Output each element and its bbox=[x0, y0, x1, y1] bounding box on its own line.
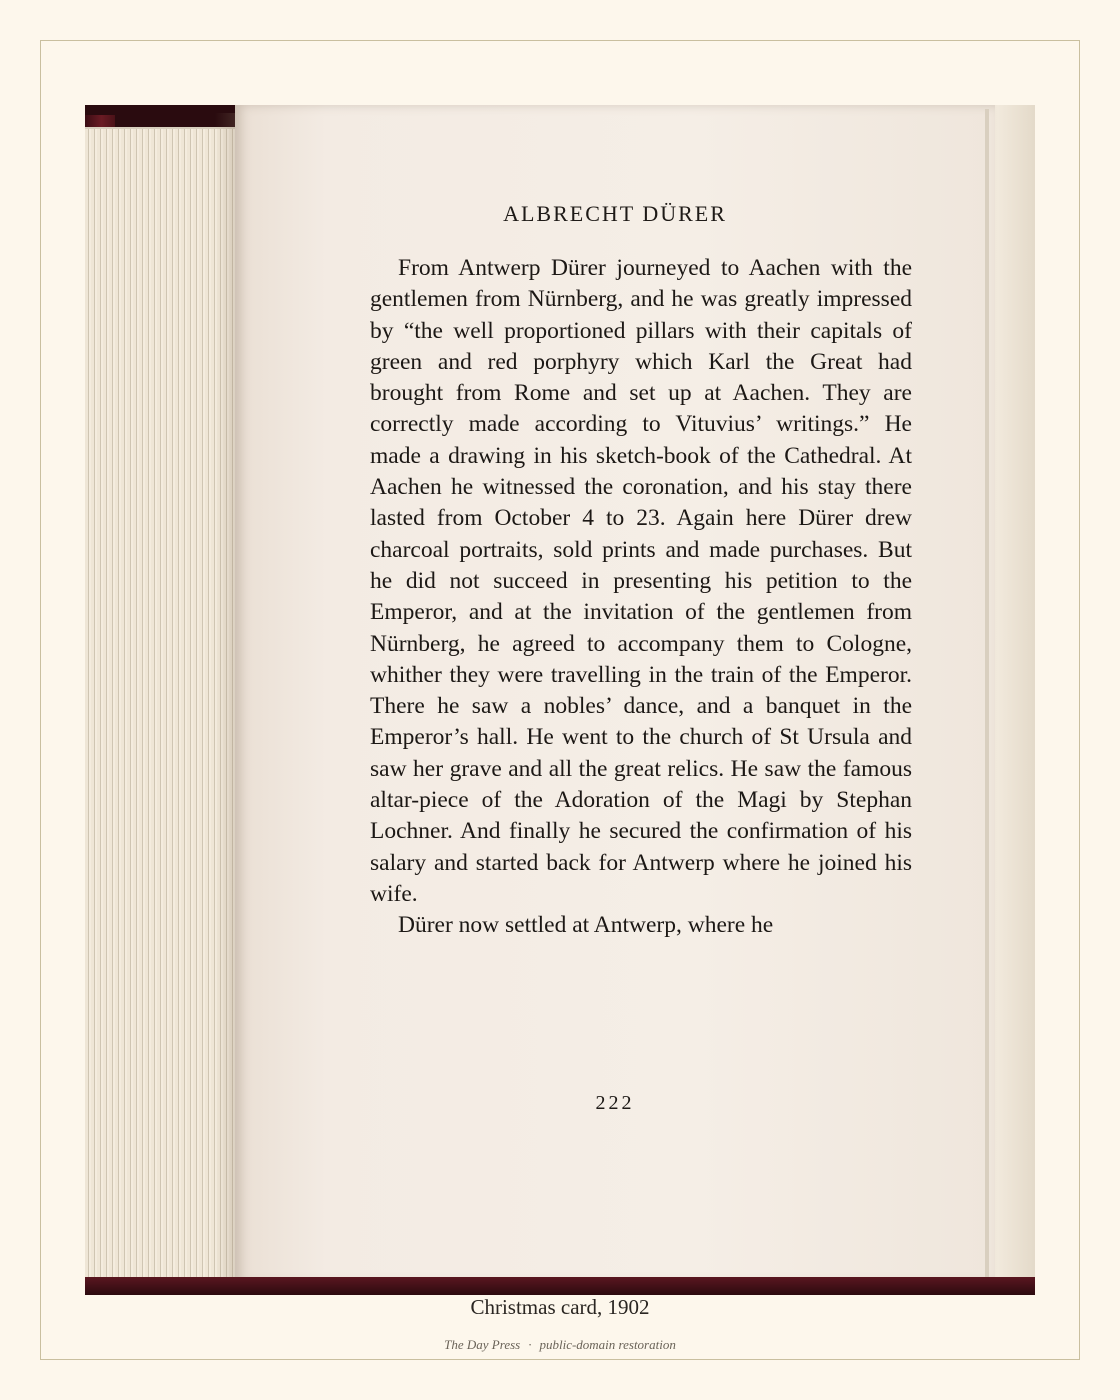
credit-note: public-domain restoration bbox=[539, 1337, 676, 1352]
book-photo bbox=[85, 105, 1035, 1295]
credit-separator: · bbox=[528, 1337, 532, 1352]
paragraph-2: Dürer now settled at Antwerp, where he bbox=[398, 912, 774, 939]
paragraph-1: From Antwerp Dürer journeyed to Aachen with the gentlemen from Nürnberg, and he was greatly impressed by “the well proportioned pillars with their capitals of green and red porphyry which Karl the Great had brought from Rome and set up at Aachen. They are correctly made according to Vituvius’ writings.” He made a drawing in his sketch-book of the Cathedral. At Aachen he witnessed the coronation, and his stay there lasted from October 4 to 23. Again here Dürer drew charcoal portraits, sold prints and made purchases. But he did not succeed in presenting his petition to the Emperor, and at the invitation of the gentlemen from Nürnberg, he agreed to accompany them to Cologne, whither they were travelling in the train of the Emperor. There he saw a nobles’ dance, and a banquet in the Emperor’s hall. He went to the church of St Ursula and saw her grave and all the great relics. He saw the famous altar-piece of the Adoration of the Magi by Stephan Lochner. And finally he secured the confirmation of his salary and started back for Antwerp where he joined his wife. bbox=[370, 255, 912, 907]
page-text bbox=[370, 253, 912, 942]
credit-publisher: The Day Press bbox=[444, 1337, 521, 1352]
credit-line bbox=[0, 1337, 1120, 1353]
page-number: 222 bbox=[595, 1092, 635, 1114]
caption: Christmas card, 1902 bbox=[470, 1295, 650, 1319]
book-page bbox=[235, 105, 995, 1283]
page-edge bbox=[985, 109, 989, 1279]
running-head: ALBRECHT DÜRER bbox=[503, 201, 727, 226]
book-cover-bottom bbox=[85, 1277, 1035, 1295]
